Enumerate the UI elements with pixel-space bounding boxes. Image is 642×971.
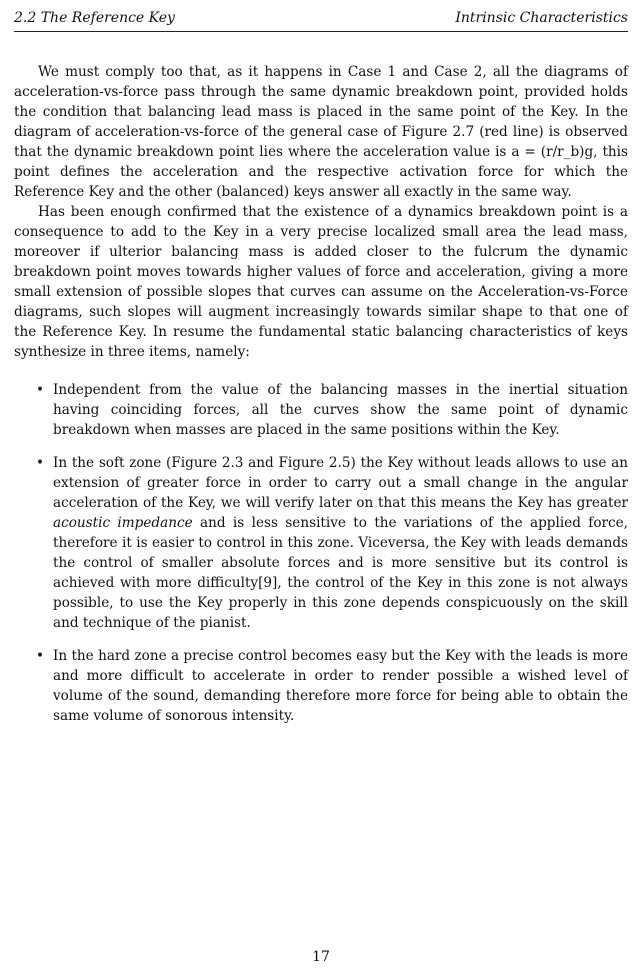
section-title: 2.2 The Reference Key (14, 10, 175, 26)
page-number: 17 (312, 949, 330, 965)
bullet-icon: • (36, 455, 45, 471)
emphasis-text: acoustic impedance (53, 515, 193, 531)
list-item (14, 646, 628, 726)
list-item-text-part: and is less sensitive to the variations of the applied force, therefore it is easier to control in this zone. Viceversa, the Key with leads demands the control of smaller absolute forces and is more sensitive but its control is achieved with more difficulty[9], the control of the Key in this zone is not always possible, to use the Key properly in this zone depends conspicuously on the skill and technique of the pianist. (53, 515, 628, 631)
list-item-text (53, 455, 628, 631)
paragraph: Has been enough confirmed that the existence of a dynamics breakdown point is a consequence to add to the Key in a very precise localized small area the lead mass, moreover if ulterior balancing mass is added closer to the fulcrum the dynamic breakdown point moves towards higher values of force and acceleration, giving a more small extension of possible slopes that curves can assume on the Acceleration-vs-Force diagrams, such slopes will augment increasingly towards similar shape to that one of the Reference Key. In resume the fundamental static balancing characteristics of keys synthesize in three items, namely: (14, 204, 628, 360)
chapter-title: Intrinsic Characteristics (455, 10, 628, 26)
list-item (14, 453, 628, 633)
body-text (14, 62, 628, 739)
bullet-list (14, 380, 628, 726)
paragraph: We must comply too that, as it happens in Case 1 and Case 2, all the diagrams of acceleration-vs-force pass through the same dynamic breakdown point, provided holds the condition that balancing lead mass is placed in the same point of the Key. In the diagram of acceleration-vs-force of the general case of Figure 2.7 (red line) is observed that the dynamic breakdown point lies where the acceleration value is a = (r/r_b)g, this point defines the acceleration and the respective activation force for which the Reference Key and the other (balanced) keys answer all exactly in the same way. (14, 64, 628, 200)
bullet-icon: • (36, 382, 45, 398)
list-item-text-part: In the soft zone (Figure 2.3 and Figure 2.5) the Key without leads allows to use an extension of greater force in order to carry out a small change in the angular acceleration of the Key, we will verify later on that this means the Key has greater (53, 455, 628, 511)
running-header (14, 9, 628, 32)
bullet-icon: • (36, 648, 45, 664)
list-item-text: Independent from the value of the balancing masses in the inertial situation having coinciding forces, all the curves show the same point of dynamic breakdown when masses are placed in the same positions within the Key. (53, 382, 628, 438)
list-item-text: In the hard zone a precise control becomes easy but the Key with the leads is more and more difficult to accelerate in order to render possible a wished level of volume of the sound, demanding therefore more force for being able to obtain the same volume of sonorous intensity. (53, 648, 628, 724)
list-item (14, 380, 628, 440)
